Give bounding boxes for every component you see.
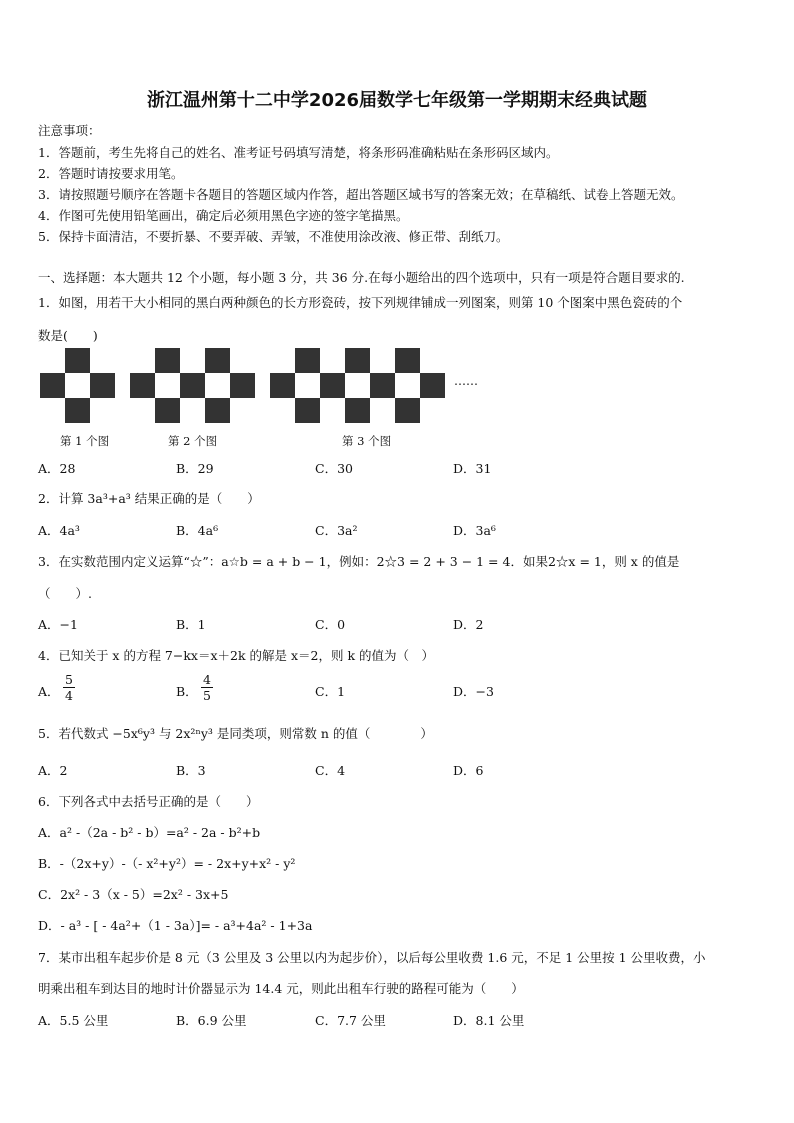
question-6-stem: 6．下列各式中去括号正确的是（ ） [38,794,259,809]
figure-caption: 第 2 个图 [168,434,218,448]
answer-option[interactable]: A．28 [38,461,76,476]
tile-figure-2 [130,348,256,424]
black-tile [345,348,370,373]
black-tile [205,348,230,373]
answer-option[interactable]: D．2 [453,617,484,632]
black-tile [65,348,90,373]
answer-option[interactable]: B．-（2x+y）-（- x²+y²）= - 2x+y+x² - y² [38,856,296,871]
answer-option[interactable]: C．3a² [315,523,358,538]
fraction [63,672,75,703]
answer-option[interactable]: A．−1 [38,617,78,632]
black-tile [180,373,205,398]
answer-option-label[interactable]: A． [38,684,60,699]
fraction [201,672,213,703]
black-tile [345,398,370,423]
question-4-stem: 4．已知关于 x 的方程 7−kx＝x＋2k 的解是 x＝2，则 k 的值为（ ） [38,648,435,663]
answer-option[interactable]: A．2 [38,763,68,778]
answer-option[interactable]: B．29 [176,461,214,476]
answer-option[interactable]: A．4a³ [38,523,80,538]
answer-option[interactable]: B．3 [176,763,206,778]
answer-option[interactable]: D．6 [453,763,484,778]
answer-option[interactable]: C．30 [315,461,353,476]
figure-caption: 第 3 个图 [342,434,392,448]
notice-heading: 注意事项： [38,123,101,138]
notice-item: 4．作图可先使用铅笔画出，确定后必须用黑色字迹的签字笔描黑。 [38,208,409,223]
page-title: 浙江温州第十二中学2026届数学七年级第一学期期末经典试题 [146,90,648,111]
answer-option[interactable]: D．3a⁶ [453,523,496,538]
answer-option[interactable]: C．1 [315,684,346,699]
fraction-numerator: 4 [201,672,213,688]
black-tile [155,348,180,373]
tile-figure-3 [270,348,446,424]
question-3-stem: 3．在实数范围内定义运算“☆”：a☆b = a + b − 1，例如：2☆3 = 2 + 3 − 1 = 4．如果2☆x = 1，则 x 的值是 [38,554,680,569]
fraction-numerator: 5 [63,672,75,688]
notice-item: 1．答题前，考生先将自己的姓名、准考证号码填写清楚，将条形码准确粘贴在条形码区域内。 [38,145,559,160]
black-tile [40,373,65,398]
black-tile [420,373,445,398]
answer-option[interactable]: C．4 [315,763,346,778]
black-tile [230,373,255,398]
fraction-denominator: 5 [203,688,211,703]
black-tile [155,398,180,423]
black-tile [395,348,420,373]
question-2-stem: 2．计算 3a³+a³ 结果正确的是（ ） [38,491,260,506]
black-tile [320,373,345,398]
answer-option[interactable]: A．a² -（2a - b² - b）=a² - 2a - b²+b [38,825,261,840]
question-3-stem-cont: （ ）. [38,586,92,601]
answer-option[interactable]: A．5.5 公里 [38,1013,109,1028]
black-tile [370,373,395,398]
black-tile [295,348,320,373]
answer-option[interactable]: C．0 [315,617,346,632]
question-5-stem: 5．若代数式 −5x⁶y³ 与 2x²ⁿy³ 是同类项，则常数 n 的值（ ） [38,726,433,741]
answer-option[interactable]: D．−3 [453,684,494,699]
black-tile [205,398,230,423]
fraction-denominator: 4 [65,688,73,703]
answer-option[interactable]: C．7.7 公里 [315,1013,386,1028]
question-1-stem-cont: 数是( ) [38,328,98,343]
figure-caption: 第 1 个图 [60,434,110,448]
question-1-stem: 1．如图，用若干大小相同的黑白两种颜色的长方形瓷砖，按下列规律铺成一列图案，则第 10 个图案中黑色瓷砖的个 [38,295,683,310]
black-tile [295,398,320,423]
figure-ellipsis: …… [454,374,478,388]
answer-option-label[interactable]: B． [176,684,198,699]
black-tile [90,373,115,398]
answer-option[interactable]: D．31 [453,461,492,476]
answer-option[interactable]: C．2x² - 3（x - 5）=2x² - 3x+5 [38,887,229,902]
question-7-stem: 7．某市出租车起步价是 8 元（3 公里及 3 公里以内为起步价），以后每公里收费 1.6 元，不足 1 公里按 1 公里收费，小 [38,950,706,965]
tile-figure-1 [40,348,116,424]
black-tile [395,398,420,423]
answer-option[interactable]: B．1 [176,617,206,632]
black-tile [130,373,155,398]
notice-item: 5．保持卡面清洁，不要折暴、不要弄破、弄皱，不准使用涂改液、修正带、刮纸刀。 [38,229,509,244]
notice-item: 3．请按照题号顺序在答题卡各题目的答题区域内作答，超出答题区域书写的答案无效；在草稿纸、试卷上答题无效。 [38,187,684,202]
notice-item: 2．答题时请按要求用笔。 [38,166,184,181]
question-7-stem-cont: 明乘出租车到达目的地时计价器显示为 14.4 元，则此出租车行驶的路程可能为（ ） [38,981,524,996]
answer-option[interactable]: B．4a⁶ [176,523,219,538]
black-tile [270,373,295,398]
answer-option[interactable]: B．6.9 公里 [176,1013,247,1028]
section-heading: 一、选择题：本大题共 12 个小题，每小题 3 分，共 36 分.在每小题给出的四个选项中，只有一项是符合题目要求的. [38,270,685,285]
black-tile [65,398,90,423]
answer-option[interactable]: D．- a³ - [ - 4a²+（1 - 3a）]= - a³+4a² - 1+3a [38,918,313,933]
answer-option[interactable]: D．8.1 公里 [453,1013,525,1028]
